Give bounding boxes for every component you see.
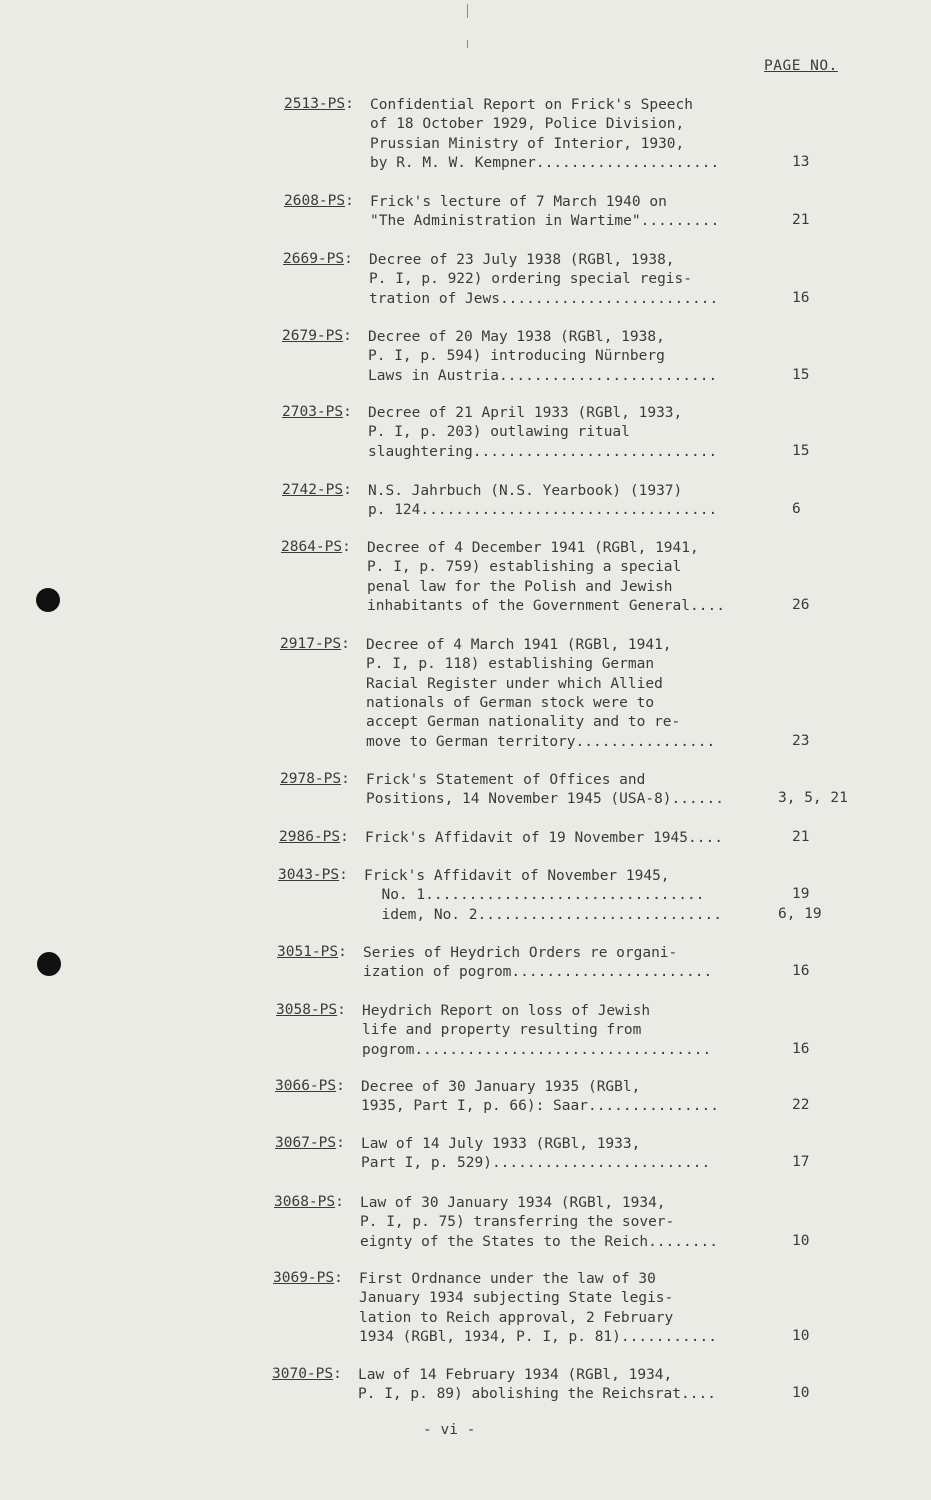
punch-hole [36, 588, 60, 612]
page-number: 15 [792, 442, 810, 459]
code-colon: : [336, 1135, 345, 1151]
document-code [275, 1135, 345, 1151]
entry-description-line: nationals of German stock were to [366, 694, 655, 711]
page-number: 16 [792, 1040, 810, 1057]
entry-description-line: Heydrich Report on loss of Jewish [362, 1003, 651, 1019]
entry-description-line: pogrom.................................. [362, 1041, 712, 1058]
page-number: 6, 19 [778, 905, 822, 922]
code-colon: : [336, 1078, 345, 1094]
page-number: 10 [792, 1385, 810, 1402]
code-colon: : [341, 771, 350, 787]
document-code [280, 771, 350, 787]
document-code [284, 193, 354, 209]
document-number: 2679-PS [282, 328, 344, 344]
entry-description-line: Frick's Affidavit of 19 November 1945.... [365, 830, 723, 846]
code-colon: : [345, 193, 354, 209]
entry-description-line: Decree of 30 January 1935 (RGBl, [361, 1079, 641, 1095]
document-code [272, 1366, 342, 1382]
document-number: 3058-PS [276, 1002, 338, 1018]
document-number: 3043-PS [278, 867, 340, 883]
entry-description-line: Decree of 21 April 1933 (RGBl, 1933, [368, 405, 683, 421]
entry-description-line: Confidential Report on Frick's Speech [370, 97, 694, 113]
entry-description-line: Laws in Austria......................... [368, 367, 718, 384]
document-code [281, 539, 351, 555]
entry-description-line: tration of Jews......................... [369, 290, 719, 307]
document-code [284, 96, 354, 112]
entry-description-line: P. I, p. 118) establishing German [366, 656, 655, 673]
entry-description-line: Decree of 4 March 1941 (RGBl, 1941, [366, 637, 672, 653]
entry-description-line: Law of 14 July 1933 (RGBl, 1933, [361, 1136, 641, 1152]
document-number: 3069-PS [273, 1270, 335, 1286]
code-colon: : [345, 96, 354, 112]
entry-description-line: life and property resulting from [362, 1022, 642, 1039]
document-code [279, 829, 349, 845]
page-footer: - vi - [423, 1422, 476, 1438]
document-code [280, 636, 350, 652]
entry-description-line: P. I, p. 759) establishing a special [367, 559, 682, 576]
document-code [282, 404, 352, 420]
page-number: 10 [792, 1232, 810, 1249]
document-code [275, 1078, 345, 1094]
entry-description-line: "The Administration in Wartime"......... [370, 213, 720, 230]
document-number: 2608-PS [284, 193, 346, 209]
page-number: 16 [792, 289, 810, 306]
page-number: 22 [792, 1097, 810, 1114]
paper-mark [467, 4, 468, 18]
entry-description-line: Series of Heydrich Orders re organi- [363, 945, 678, 961]
punch-hole [37, 952, 61, 976]
document-number: 3068-PS [274, 1194, 336, 1210]
page-number: 19 [792, 886, 810, 903]
document-number: 2864-PS [281, 539, 343, 555]
entry-description-line: Prussian Ministry of Interior, 1930, [370, 135, 685, 152]
page-number: 3, 5, 21 [778, 790, 848, 807]
page-number: 13 [792, 153, 810, 170]
page-number: 21 [792, 212, 810, 229]
page-number: 26 [792, 596, 810, 613]
document-number: 3051-PS [277, 944, 339, 960]
page-number: 6 [792, 501, 801, 518]
document-code [273, 1270, 343, 1286]
code-colon: : [333, 1366, 342, 1382]
document-code [283, 251, 353, 267]
entry-description-line: accept German nationality and to re- [366, 714, 681, 731]
document-number: 2917-PS [280, 636, 342, 652]
code-colon: : [337, 1002, 346, 1018]
document-number: 2986-PS [279, 829, 341, 845]
entry-description-line: penal law for the Polish and Jewish [367, 578, 673, 595]
entry-description-line: Positions, 14 November 1945 (USA-8)...... [366, 791, 724, 808]
code-colon: : [343, 328, 352, 344]
document-number: 2978-PS [280, 771, 342, 787]
entry-description-line: P. I, p. 203) outlawing ritual [368, 424, 630, 441]
entry-description-line: P. I, p. 922) ordering special regis- [369, 271, 693, 288]
document-code [278, 867, 348, 883]
entry-description-line: No. 1................................ [364, 887, 705, 904]
document-code [277, 944, 347, 960]
entry-description-line: Decree of 4 December 1941 (RGBl, 1941, [367, 540, 699, 556]
entry-description-line: Racial Register under which Allied [366, 675, 663, 692]
entry-description-line: N.S. Jahrbuch (N.S. Yearbook) (1937) [368, 483, 683, 499]
code-colon: : [339, 867, 348, 883]
page-number: 17 [792, 1154, 810, 1171]
code-colon: : [340, 829, 349, 845]
page-no-header: PAGE NO. [764, 58, 838, 74]
entry-description-line: by R. M. W. Kempner..................... [370, 154, 720, 171]
entry-description-line: Decree of 23 July 1938 (RGBl, 1938, [369, 252, 675, 268]
entry-description-line: Law of 14 February 1934 (RGBl, 1934, [358, 1367, 673, 1383]
entry-description-line: Frick's Statement of Offices and [366, 772, 646, 788]
code-colon: : [343, 482, 352, 498]
entry-description-line: P. I, p. 594) introducing Nürnberg [368, 348, 665, 365]
document-code [276, 1002, 346, 1018]
code-colon: : [341, 636, 350, 652]
document-number: 2703-PS [282, 404, 344, 420]
entry-description-line: Frick's Affidavit of November 1945, [364, 868, 670, 884]
entry-description-line: slaughtering............................ [368, 443, 718, 460]
code-colon: : [344, 251, 353, 267]
entry-description-line: of 18 October 1929, Police Division, [370, 116, 685, 133]
document-number: 3070-PS [272, 1366, 334, 1382]
entry-description-line: ization of pogrom....................... [363, 964, 713, 981]
code-colon: : [338, 944, 347, 960]
entry-description-line: lation to Reich approval, 2 February [359, 1309, 674, 1326]
entry-description-line: Frick's lecture of 7 March 1940 on [370, 194, 667, 210]
page-number: 21 [792, 829, 810, 845]
entry-description-line: Part I, p. 529)......................... [361, 1155, 711, 1172]
entry-description-line: P. I, p. 75) transferring the sover- [360, 1214, 675, 1231]
paper-mark [467, 40, 468, 48]
entry-description-line: First Ordnance under the law of 30 [359, 1271, 656, 1287]
document-code [282, 482, 352, 498]
page-number: 15 [792, 366, 810, 383]
document-number: 3067-PS [275, 1135, 337, 1151]
code-colon: : [335, 1194, 344, 1210]
page-number: 10 [792, 1327, 810, 1344]
document-number: 2742-PS [282, 482, 344, 498]
entry-description-line: Law of 30 January 1934 (RGBl, 1934, [360, 1195, 666, 1211]
page-number: 23 [792, 732, 810, 749]
entry-description-line: inhabitants of the Government General.... [367, 597, 725, 614]
document-code [274, 1194, 344, 1210]
code-colon: : [334, 1270, 343, 1286]
entry-description-line: 1935, Part I, p. 66): Saar............... [361, 1098, 719, 1115]
entry-description-line: P. I, p. 89) abolishing the Reichsrat.... [358, 1386, 716, 1403]
document-number: 3066-PS [275, 1078, 337, 1094]
code-colon: : [343, 404, 352, 420]
entry-description-line: move to German territory................ [366, 733, 716, 750]
entry-description-line: 1934 (RGBl, 1934, P. I, p. 81)........... [359, 1328, 717, 1345]
entry-description-line: January 1934 subjecting State legis- [359, 1290, 674, 1307]
entry-sub-line: idem, No. 2............................ [364, 906, 722, 923]
page-number: 16 [792, 963, 810, 980]
document-number: 2513-PS [284, 96, 346, 112]
entry-description-line: p. 124.................................. [368, 502, 718, 519]
code-colon: : [342, 539, 351, 555]
entry-description-line: eignty of the States to the Reich........ [360, 1233, 718, 1250]
document-number: 2669-PS [283, 251, 345, 267]
document-code [282, 328, 352, 344]
entry-description-line: Decree of 20 May 1938 (RGBl, 1938, [368, 329, 665, 345]
